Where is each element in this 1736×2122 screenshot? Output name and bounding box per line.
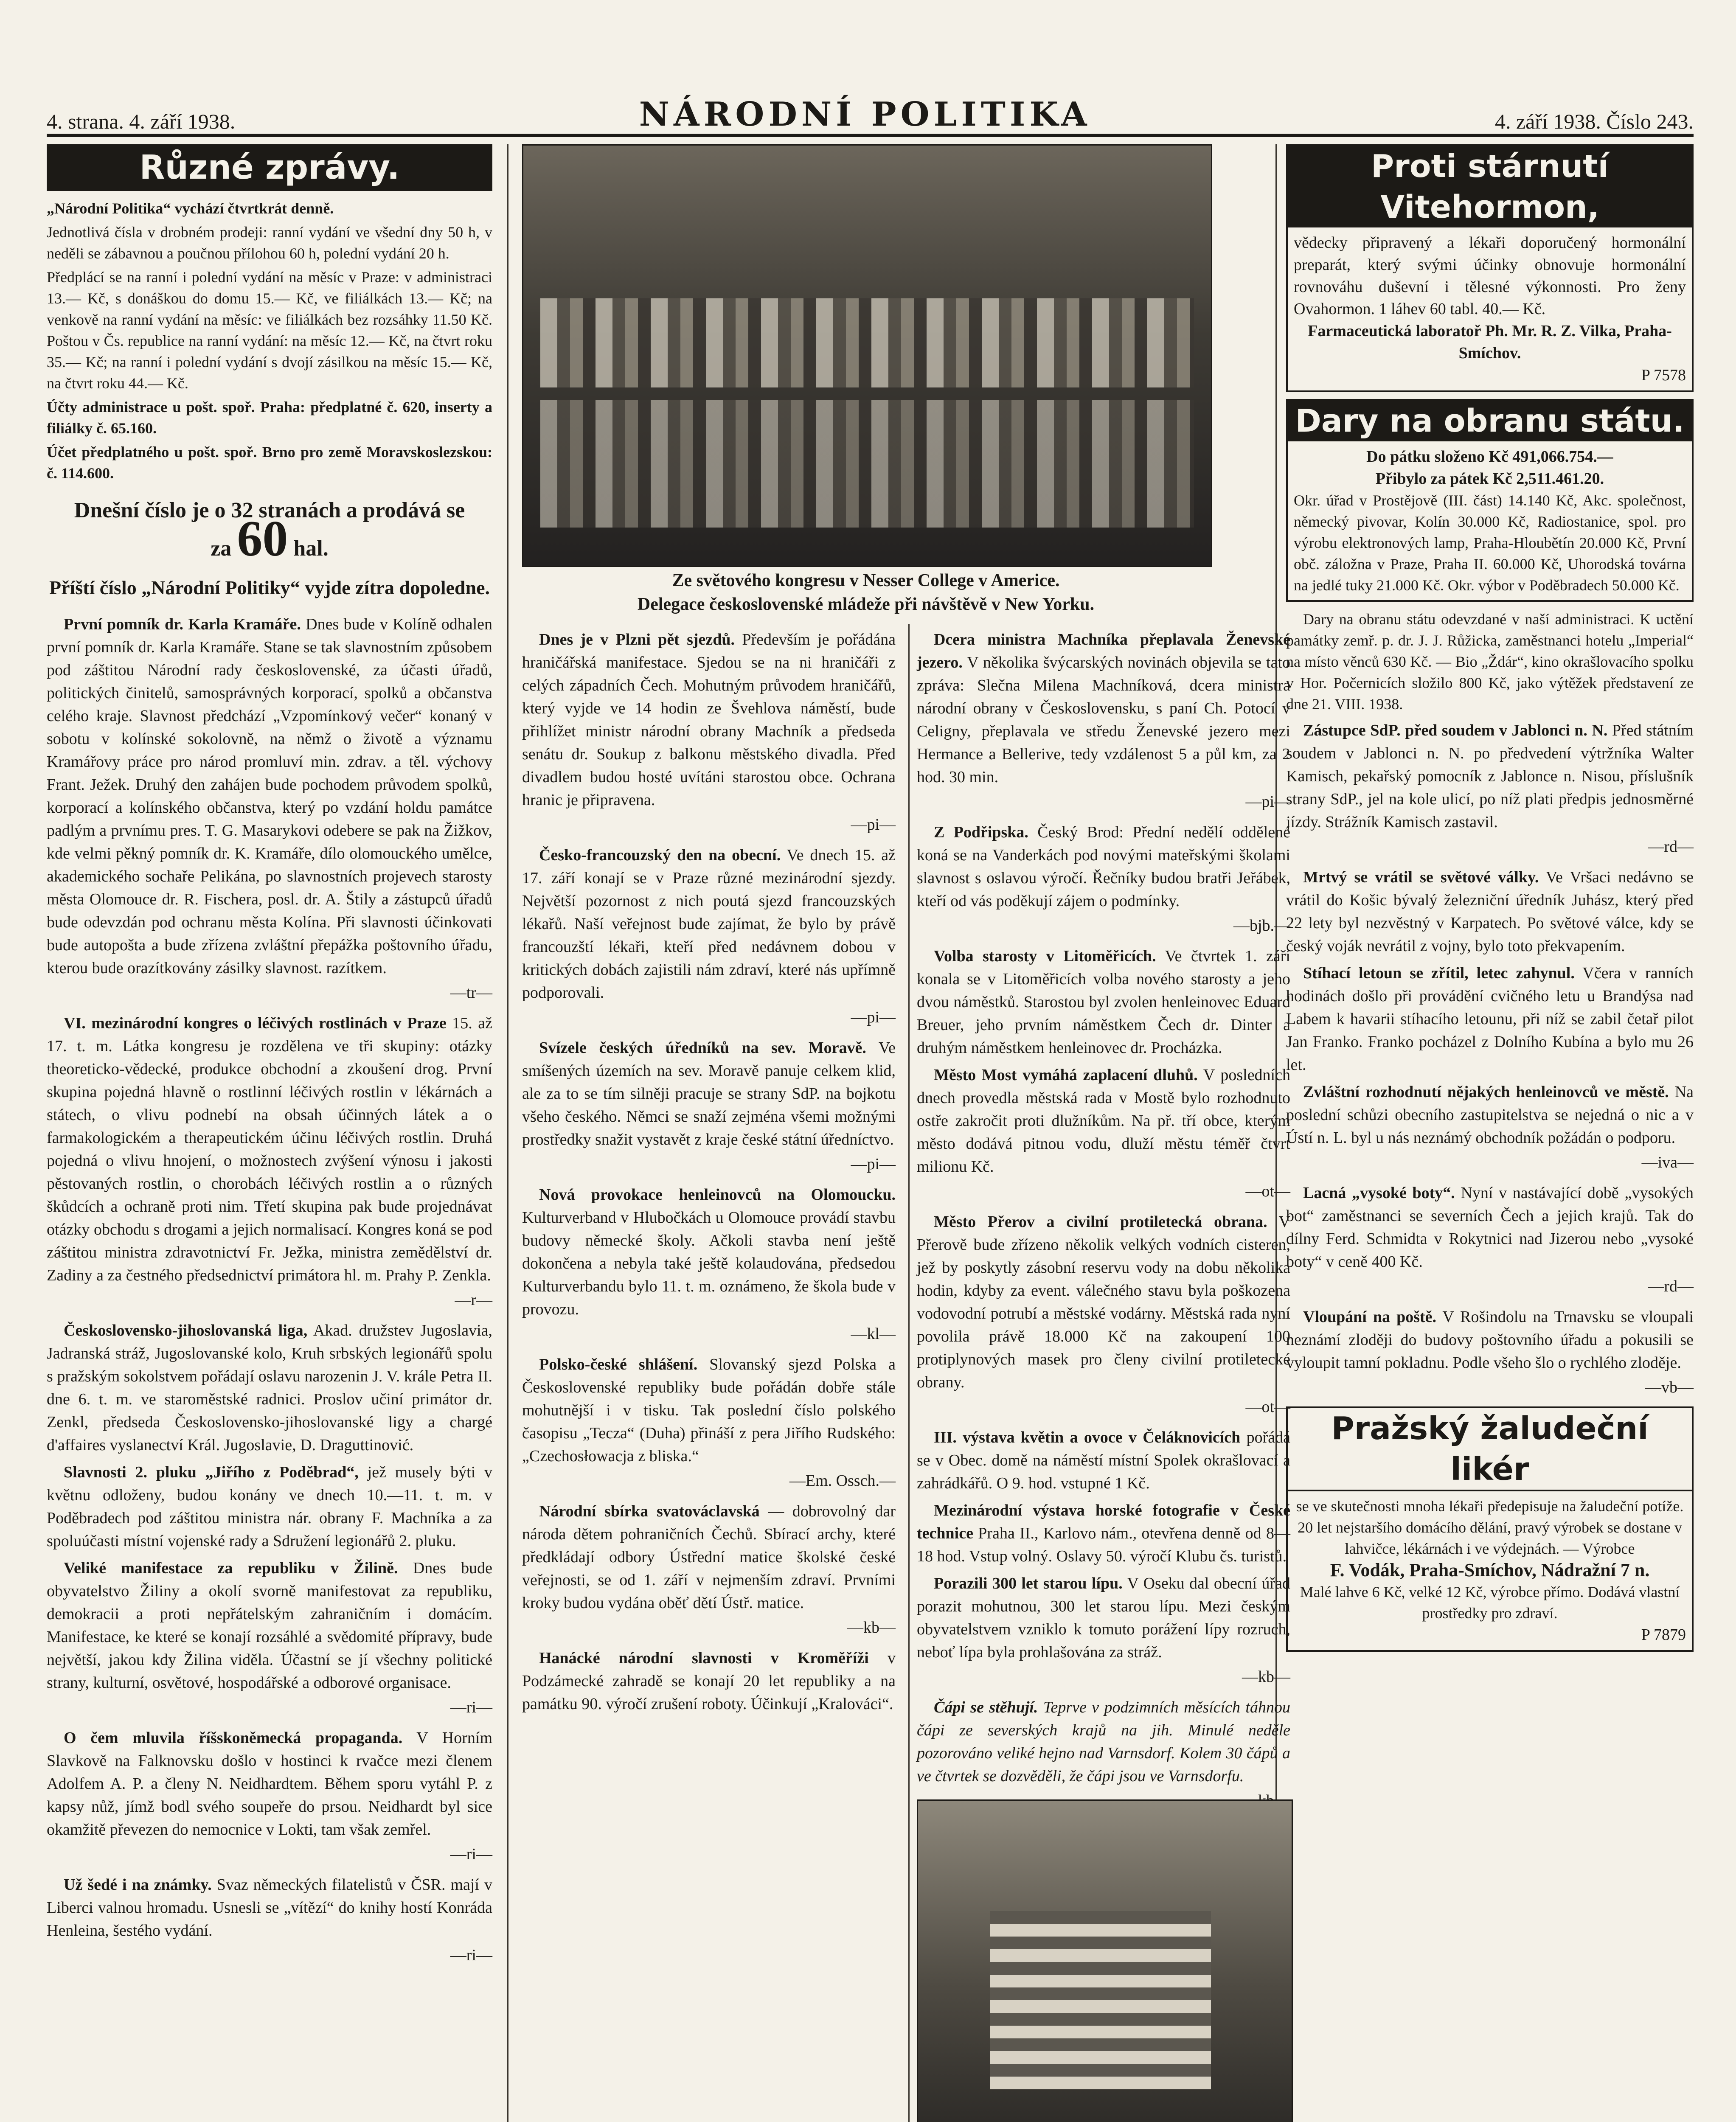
next-issue-note: Příští číslo „Národní Politiky“ vyjde zítra dopoledne. — [49, 577, 490, 598]
advert-liker — [1286, 1406, 1694, 1652]
article — [917, 1499, 1290, 1568]
article-body: Dnes bude obyvatelstvo Žiliny a okolí svorně manifestovat za republiku, demokracii a proti nepřátelským zahraničním i domácím. Manifestace, ke které se konají rozsáhlé a svědomité přípravy, bude největší, jakou kdy Žilina viděla. Účastní se jí všechny politické strany, kulturní, osvětové, hospodářské a odborové organisace. — [47, 1559, 492, 1692]
article-body: V posledních dnech provedla městská rada v Mostě bylo rozhodnuto ostře zakročit proti dlužníkům. Na př. tří obce, kterým město dodává pitnou vodu, dluží městu téměř čtvrt milionu Kč. — [917, 1066, 1290, 1176]
article-body: Praha II., Karlovo nám., otevřena denně od 8—18 hod. Vstup volný. Oslavy 50. výročí Klubu čs. turistů. — [917, 1524, 1290, 1565]
article-lead: Zvláštní rozhodnutí nějakých henleinovců ve městě. — [1303, 1083, 1669, 1101]
article-signature: —rd— — [1648, 1277, 1694, 1295]
article-lead: Vloupání na poště. — [1303, 1308, 1437, 1326]
article-lead: III. výstava květin a ovoce v Čeláknovicích — [934, 1429, 1241, 1446]
article-body: Nyní v nastávající době „vysokých bot“ zaměstnanci se severních Čech a jejich krajů. Tak do dílny Ferd. Schmidta v Rokytnici nad Jizerou nebo „vysoké boty“ v ceně 400 Kč. — [1286, 1184, 1694, 1271]
article-lead: Polsko-české shlášení. — [539, 1356, 698, 1373]
advert-title: Pražský žaludeční likér — [1288, 1408, 1692, 1491]
subscription-line: Účet předplatného u pošt. spoř. Brno pro země Moravskoslezskou: č. 114.600. — [47, 443, 492, 482]
building-facade — [990, 1911, 1211, 2089]
donations-list: Okr. úřad v Prostějově (III. část) 14.140 Kč, Akc. společnost, německý pivovar, Kolín 30.000 Kč, Radiostanice, spol. pro výrobu elektronových lamp, Praha-Hloubětín 20.000 Kč, První obč. záložna v Praze, Praha II. 60.000 Kč, Uhorodská továrna na jedlé tuky 21.000 Kč. Okr. výbor v Poděbradech 50.000 Kč. — [1294, 492, 1686, 594]
subscription-line: Účty administrace u pošt. spoř. Praha: předplatné č. 620, inserty a filiálky č. 65.160. — [47, 399, 492, 437]
article — [47, 1726, 492, 1841]
article-lead: Svízele českých úředníků na sev. Moravě. — [539, 1039, 866, 1057]
article-body: Včera v ranních hodinách došlo při provádění cvičného letu u Brandýsa nad Labem k havarii stíhacího letounu, při níž se zabil četař pilot Jan Franko. Franko pocházel z Dolního Kubína a bylo mu 26 let. — [1286, 964, 1694, 1074]
article-signature: —Em. Ossch.— — [789, 1472, 896, 1490]
article — [47, 613, 492, 980]
article-body: Svaz německých filatelistů v ČSR. mají v Liberci valnou hromadu. Usnesli se „vítězí“ do knihy hostí Konráda Henleina, šestého vydání. — [47, 1876, 492, 1940]
advert-vitehormon — [1286, 144, 1694, 392]
article-body: Slovanský sjezd Polska a Československé republiky bude pořádán dobře stále mohutnější i v tisku. Tak poslední číslo polského časopisu „Tecza“ (Duha) přináší z pera Jiřího Rudského: „Czechosłowacja z bliska.“ — [522, 1356, 896, 1465]
page-date-left: 4. strana. 4. září 1938. — [47, 109, 236, 133]
article-lead: Národní sbírka svatováclavská — [539, 1502, 760, 1520]
article — [47, 1461, 492, 1552]
article — [47, 1873, 492, 1942]
donations-box — [1286, 399, 1694, 602]
article — [1286, 866, 1694, 957]
newspaper-title: NÁRODNÍ POLITIKA — [639, 95, 1091, 134]
article-lead: Město Most vymáhá zaplacení dluhů. — [934, 1066, 1198, 1084]
article — [522, 1036, 896, 1151]
article-lead: Česko-francouzský den na obecní. — [539, 846, 781, 864]
article-body: V Horním Slavkově na Falknovsku došlo v hostinci k rvačce mezi členem Adolfem A. P. a členy N. Neidhardtem. Během sporu vytáhl P. z kapsy nůž, jímž bodl svého soupeře do prsou. Neidhardt byl sice okamžitě převezen do nemocnice v Lokti, tam však zemřel. — [47, 1729, 493, 1839]
article-body: Ve Vršaci nedávno se vrátil do Košic bývalý železniční úředník Juhász, který před 22 lety byl nezvěstný v Karpatech. Po světové válce, kdy se český voják nevrátil z vojny, bylo toto překvapením. — [1286, 868, 1694, 955]
article-lead: O čem mluvila říšskoněmecká propaganda. — [64, 1729, 403, 1747]
advert-seller: Farmaceutická laboratoř Ph. Mr. R. Z. Vilka, Praha-Smíchov. — [1308, 322, 1672, 362]
advert-body: vědecky připravený a lékaři doporučený hormonální preparát, který svými účinky obnovuje hormonální rovnováhu duševní i tělesné výkonnosti. Pro ženy Ovahormon. 1 láhev 60 tabl. 40.— Kč. — [1294, 234, 1686, 318]
article-body: Akad. družstev Jugoslavia, Jadranská stráž, Jugoslovanské kolo, Kruh srbských legionářů spolu s pražským sokolstvem pořádají oslavu narozenin J. V. krále Petra II. dne 6. t. m. ve staroměstské radnici. Proslov učiní primátor dr. Zenkl, předseda Československo-jihoslovanské ligy a chargé d'affaires vyslanectví Král. Jugoslavie, D. Draguttinović. — [47, 1322, 493, 1454]
article-body: V několika švýcarských novinách objevila se tato zpráva: Slečna Milena Machníková, dcera ministra národní obrany v Československu, s paní Ch. Potocí v Celigny, přeplavala ve středu Ženevské jezero mezi Hermance a Bellerive, tedy vzdálenost 5 a půl km, za 2 hod. 30 min. — [917, 654, 1290, 786]
article-body: pořádá se v Obec. domě na náměstí místní Spolek okrašlovací a zahrádkářů. O 9. hod. vstupné 1 Kč. — [917, 1429, 1291, 1492]
article-lead: Mrtvý se vrátil se světové války. — [1303, 868, 1539, 886]
article-body: jež musely býti v květnu odloženy, budou konány ve dnech 10.—11. t. m. v Poděbradech pod záštitou ministra nár. obrany F. Machníka a za spoluúčasti místní vojenské rady a Sdružení legionářů 2. pluku. — [47, 1463, 493, 1550]
article-signature: —pi— — [1245, 793, 1290, 811]
article-body: Především je pořádána hraničářská manifestace. Sjedou se na ni hraničáři z celých západních Čech. Mohutným průvodem hraničářů, který vyjde ve 14 hodin ze Švehlova náměstí, bude přihlížet ministr národní obrany Machník a předseda senátu dr. Soukup z balkonu městského divadla. Před divadlem budou hosté uvítáni starostou obce. Ochrana hranic je připravena. — [522, 631, 896, 809]
article-lead: Z Podřipska. — [934, 823, 1028, 841]
article-signature: —rd— — [1648, 838, 1694, 856]
article-body: Teprve v podzimních měsících táhnou čápi ze severských krajů na jih. Minulé neděle pozorováno veliké hejno nad Varnsdorf. Kolem 30 čápů a ve čtvrtek se dozvěděli, že čápi jsou ve Varnsdorfu. — [917, 1698, 1290, 1785]
article-body: Ve smíšených územích na sev. Moravě panuje celkem klid, ale za to se tím silněji pracuje se strany SdP. na bojkotu všeho českého. Němci se snaží zejména všemi možnými prostředky snažit vystavět z kraje české státní úředníctvo. — [522, 1039, 896, 1148]
article-lead: Volba starosty v Litoměřicích. — [934, 947, 1156, 965]
column-rule — [908, 624, 910, 2122]
article-signature: —ri— — [450, 1946, 492, 1964]
article-lead: Slavnosti 2. pluku „Jiřího z Poděbrad“, — [64, 1463, 359, 1481]
article — [522, 1183, 896, 1321]
column-rule — [507, 144, 508, 2122]
article-lead: Už šedé i na známky. — [64, 1876, 212, 1894]
article-signature: —iva— — [1641, 1154, 1694, 1171]
school-building-photo — [917, 1799, 1293, 2122]
article-signature: —bjb.— — [1233, 917, 1290, 935]
article-lead: Mezinárodní výstava horské fotografie v České technice — [917, 1502, 1290, 1542]
masthead — [47, 95, 1694, 137]
article-body: Ve čtvrtek 1. září konala se v Litoměřicích volba nového starosty a jeho dvou náměstků. Starostou byl zvolen henleinovec Eduard Breuer, jeho prvním náměstkem Čech dr. Dinter a druhým náměstkem henleinovec dr. Procházka. — [917, 947, 1290, 1057]
article — [47, 1012, 492, 1287]
article-signature: —pi— — [851, 1155, 896, 1173]
subscription-line: „Národní Politika“ vychází čtvrtkrát denně. — [47, 200, 334, 217]
advert-code: P 7578 — [1641, 366, 1686, 384]
article-lead: Československo-jihoslovanská liga, — [64, 1322, 308, 1339]
article — [917, 945, 1290, 1059]
article — [917, 1426, 1290, 1495]
article-body: V Přerově bude zřízeno několik velkých vodních cisteren, jež by poskytly zásobní reservu vody na dobu několika hodin, kdyby za event. válečného stavu byla poškozena vodovodní potrubí a městské vodárny. Městská rada nyní povolila právě 18.000 Kč na zakoupení 100 protiplynových masek pro členy civilní protiletecké obrany. — [917, 1213, 1290, 1391]
article-signature: —ri— — [450, 1845, 492, 1863]
article-body: Český Brod: Přední nedělí oddělené koná se na Vanderkách pod novými mateřskými školami slavnost s oslavou výročí. Řečníky budou bratři Jeřábek, kteří od vás poděkují zájem o podmínky. — [917, 823, 1291, 910]
today-note — [47, 497, 492, 567]
article-lead: Zástupce SdP. před soudem v Jablonci n. N. — [1303, 721, 1608, 739]
article-body: Na poslední schůzi obecního zastupitelstva se nejedná o nic a v Ústí n. L. byl u nás neznámý obchodník požádán o podporu. — [1286, 1083, 1694, 1147]
article-signature: —kb— — [1242, 1668, 1290, 1686]
article — [1286, 1305, 1694, 1374]
article — [47, 1557, 492, 1694]
article — [522, 844, 896, 1004]
advert-body: se ve skutečnosti mnoha lékaři předepisuje na žaludeční potíže. 20 let nejstaršího domácího dělání, pravý výrobek se dostane v lahvičce, lékárnách i ve výdejnách. — Výrobce — [1296, 1498, 1684, 1557]
subscription-line: Jednotlivá čísla v drobném prodeji: ranní vydání ve všední dny 50 h, v neděli se zábavnou a poučnou přílohou 60 h, polední vydání 20 h. — [47, 224, 492, 262]
article-body: Před státním soudem v Jablonci n. N. po předvedení výtržníka Walter Kamisch, pekařský pomocník z Jablonce n. Nisou, příslušník strany SdP., jel na kole ulicí, po níž plati předpis jednosměrné jízdy. Strážník Kamisch zastavil. — [1286, 721, 1694, 831]
donations-title: Dary na obranu státu. — [1288, 401, 1692, 441]
article — [917, 1572, 1290, 1664]
article — [917, 821, 1290, 912]
advert-title: Proti stárnutí Vitehormon, — [1288, 146, 1692, 227]
article-signature: —pi— — [851, 816, 896, 834]
group-photo — [522, 144, 1212, 567]
article-lead: VI. mezinárodní kongres o léčivých rostlinách v Praze — [64, 1014, 447, 1032]
article-signature: —tr— — [450, 984, 492, 1002]
article-lead: Dnes je v Plzni pět sjezdů. — [539, 631, 735, 648]
article-signature: —ot— — [1245, 1398, 1290, 1416]
article-signature: —ot— — [1245, 1182, 1290, 1200]
article — [917, 1210, 1290, 1394]
article-body: V Rošindolu na Trnavsku se vloupali neznámí zloději do budovy poštovního úřadu a pokusili se vyloupit tamní pokladnu. Podle všeho šlo o rychlého zloděje. — [1286, 1308, 1694, 1372]
article-lead: Veliké manifestace za republiku v Žilině. — [64, 1559, 398, 1577]
donations-total: Do pátku složeno Kč 491,066.754.— — [1366, 448, 1613, 466]
article — [917, 1696, 1290, 1788]
article-lead: Porazili 300 let starou lípu. — [934, 1575, 1123, 1592]
photo-caption — [522, 569, 1210, 616]
section-heading: Různé zprávy. — [47, 144, 492, 191]
article-lead: Nová provokace henleinovců na Olomoucku. — [539, 1186, 896, 1204]
advert-code: P 7879 — [1641, 1626, 1686, 1644]
article — [522, 628, 896, 811]
price-prefix: za — [211, 536, 232, 561]
column-1 — [47, 144, 492, 2122]
article-body: Kulturverband v Hlubočkách u Olomouce provádí stavbu budovy německé školy. Ačkoli stavba není ještě dokončena a nebyla také ještě kolaudována, předsedou Kulturverbandu bylo 11. t. m. oznámeno, že škola bude v provozu. — [522, 1209, 896, 1318]
page-date-right: 4. září 1938. Číslo 243. — [1494, 109, 1694, 133]
article — [1286, 962, 1694, 1076]
column-4 — [1286, 144, 1694, 2122]
article-body: Ve dnech 15. až 17. září konají se v Praze různé mezinárodní sjezdy. Největší pozornost z nich poutá sjezd francouzských lékařů. Naší veřejnost bude zajímat, že bylo by právě francouzští lékaři, kteří před nedávnem dobou v kritických dobách zajistili nám zdraví, které nás upřímně podporovali. — [522, 846, 896, 1002]
article — [1286, 719, 1694, 834]
article-signature: —kl— — [851, 1325, 896, 1343]
article — [1286, 1182, 1694, 1273]
article-lead: Město Přerov a civilní protiletecká obrana. — [934, 1213, 1267, 1231]
subscription-info — [47, 198, 492, 484]
caption-line: Ze světového kongresu v Nesser College v Americe. — [672, 571, 1060, 590]
article — [522, 1500, 896, 1614]
price-unit: hal. — [293, 536, 329, 561]
article-lead: Hanácké národní slavnosti v Kroměříži — [539, 1649, 869, 1667]
article — [522, 1353, 896, 1468]
article — [917, 1064, 1290, 1178]
column-2 — [522, 628, 896, 2122]
today-note-text: Dnešní číslo je o 32 stranách a prodává se — [74, 498, 465, 522]
article-lead: Dcera ministra Machníka přeplavala Ženevské jezero. — [917, 631, 1290, 671]
subscription-line: Předplácí se na ranní i polední vydání na měsíc v Praze: v administraci 13.— Kč, s donáškou do domu 15.— Kč, ve filiálkách 13.— Kč; na venkově na ranní vydání na měsíc: ve filiálkách bez rozsáhky 11.50 Kč. Poštou v Čs. republice na ranní vydání: na měsíc 12.— Kč, na čtvrt roku 35.— Kč; na ranní i polední vydání s dvojí zásilkou na měsíc 15.— Kč, na čtvrt roku 44.— Kč. — [47, 269, 492, 392]
article-lead: První pomník dr. Karla Kramáře. — [64, 615, 301, 633]
article — [47, 1319, 492, 1457]
article-body: 15. až 17. t. m. Látka kongresu je rozdělena ve tři skupiny: otázky theoreticko-vědecké, produkce obchodní a zkoušení drog. První skupina pojedná hlavně o rostlinní léčivých rostlin v lékárnách a státech, o vlivu podnebí na obsah účinných látek a o farmakologickém a therapeutickém účinu léčivých rostlin. Druhá pojedná o vlivu hnojení, o možnostech zvýšení výnosu i jakosti pěstovaných rostlin, o chorobách léčivých rostlin a o různých škůdcích a ochraně proti nim. Třetí skupina pak bude projednávat otázky obchodu s drogami a jejich normalisací. Kongres koná se pod záštitou ministra zdravotnictví Fr. Ježka, ministra zemědělství dr. Zadiny a za čestného předsednictví primátora hl. m. Prahy P. Zenkla. — [47, 1014, 493, 1284]
article-body: v Podzámecké zahradě se konají 20 let republiky a na památku 90. výročí zrušení roboty. Účinkují „Kralováci“. — [522, 1649, 896, 1713]
article-signature: —pi— — [851, 1008, 896, 1026]
article-signature: —vb— — [1645, 1378, 1694, 1396]
article-signature: —kb— — [847, 1619, 896, 1636]
donations-note: Dary na obranu státu odevzdané v naší administraci. K uctění památky zemř. p. dr. J. J. Růžicka, zaměstnanci hotelu „Imperial“ na místo věnců 630 Kč. — Bio „Ždár“, kino okrašlovacího spolku v Hor. Počernicích složilo 800 Kč, jako výtěžek představení ze dne 21. VIII. 1938. — [1286, 611, 1694, 713]
article-signature: —ri— — [450, 1698, 492, 1716]
article — [1286, 1081, 1694, 1149]
donations-added: Přibylo za pátek Kč 2,511.461.20. — [1375, 470, 1604, 488]
caption-line: Delegace československé mládeže při návštěvě v New Yorku. — [637, 595, 1095, 614]
price-value: 60 — [237, 510, 288, 567]
article-signature: —r— — [455, 1291, 492, 1309]
photo-people-row — [540, 400, 1194, 528]
article-lead: Lacná „vysoké boty“. — [1303, 1184, 1455, 1202]
article — [522, 1647, 896, 1715]
article-body: Dnes bude v Kolíně odhalen první pomník dr. Karla Kramáře. Stane se tak slavnostním způsobem pod záštitou Národní rady československé, za účasti úřadů, politických činitelů, samosprávných korporací, spolků a občanstva celého kraje. Slavnost předchází „Vzpomínkový večer“ konaný v sobotu v kolínské sokolovně, na němž o životě a významu Kramářovy práce pro národ promluví min. zdrav. a těl. výchovy Frant. Ježek. Druhý den zahájen bude pochodem průvodem spolků, korporací a kolínského občanstva, který po vzdání holdu památce padlým a prvnímu pres. T. G. Masarykovi odebere se pak na Žižkov, kde velmi pěkný pomník dr. K. Kramáře, dílo olomouckého umělce, akademického sochaře Pelikána, po slavnostních projevech starosty města Olomouce dr. R. Fischera, posl. dr. A. Štily a zástupců úřadů bude odevzdán pod ochranu města Kolína. Při slavnosti účinkovati bude autopošta a bude zřízena zvláštní přepážka poštovního úřadu, kterou bude orazítkovány zásilky slavnost. razítkem. — [47, 615, 492, 977]
article-lead: Stíhací letoun se zřítil, letec zahynul. — [1303, 964, 1575, 982]
article-body: V Oseku dal obecní úřad porazit mohutnou, 300 let starou lípu. Mezi českým obyvatelstvem vzniklo k tomuto porážení lípy rozruch, neboť lípa byla prohlašována za stráž. — [917, 1575, 1290, 1661]
article-body: — dobrovolný dar národa dětem pohraničních Čechů. Sbírací archy, které předkládají odbory Ústřední matice školské české veřejnosti, se od 1. září v nejmenším zdraví. Prvními kroky budou vydána oběť dětí Ústř. matice. — [522, 1502, 896, 1612]
advert-foot: Malé lahve 6 Kč, velké 12 Kč, výrobce přímo. Dodává vlastní prostředky pro zdraví. — [1300, 1583, 1680, 1622]
advert-seller: F. Vodák, Praha-Smíchov, Nádražní 7 n. — [1330, 1560, 1650, 1580]
photo-people-row — [540, 298, 1194, 387]
article — [917, 628, 1290, 789]
article-lead: Čápi se stěhují. — [934, 1698, 1038, 1716]
column-3 — [917, 628, 1290, 1791]
